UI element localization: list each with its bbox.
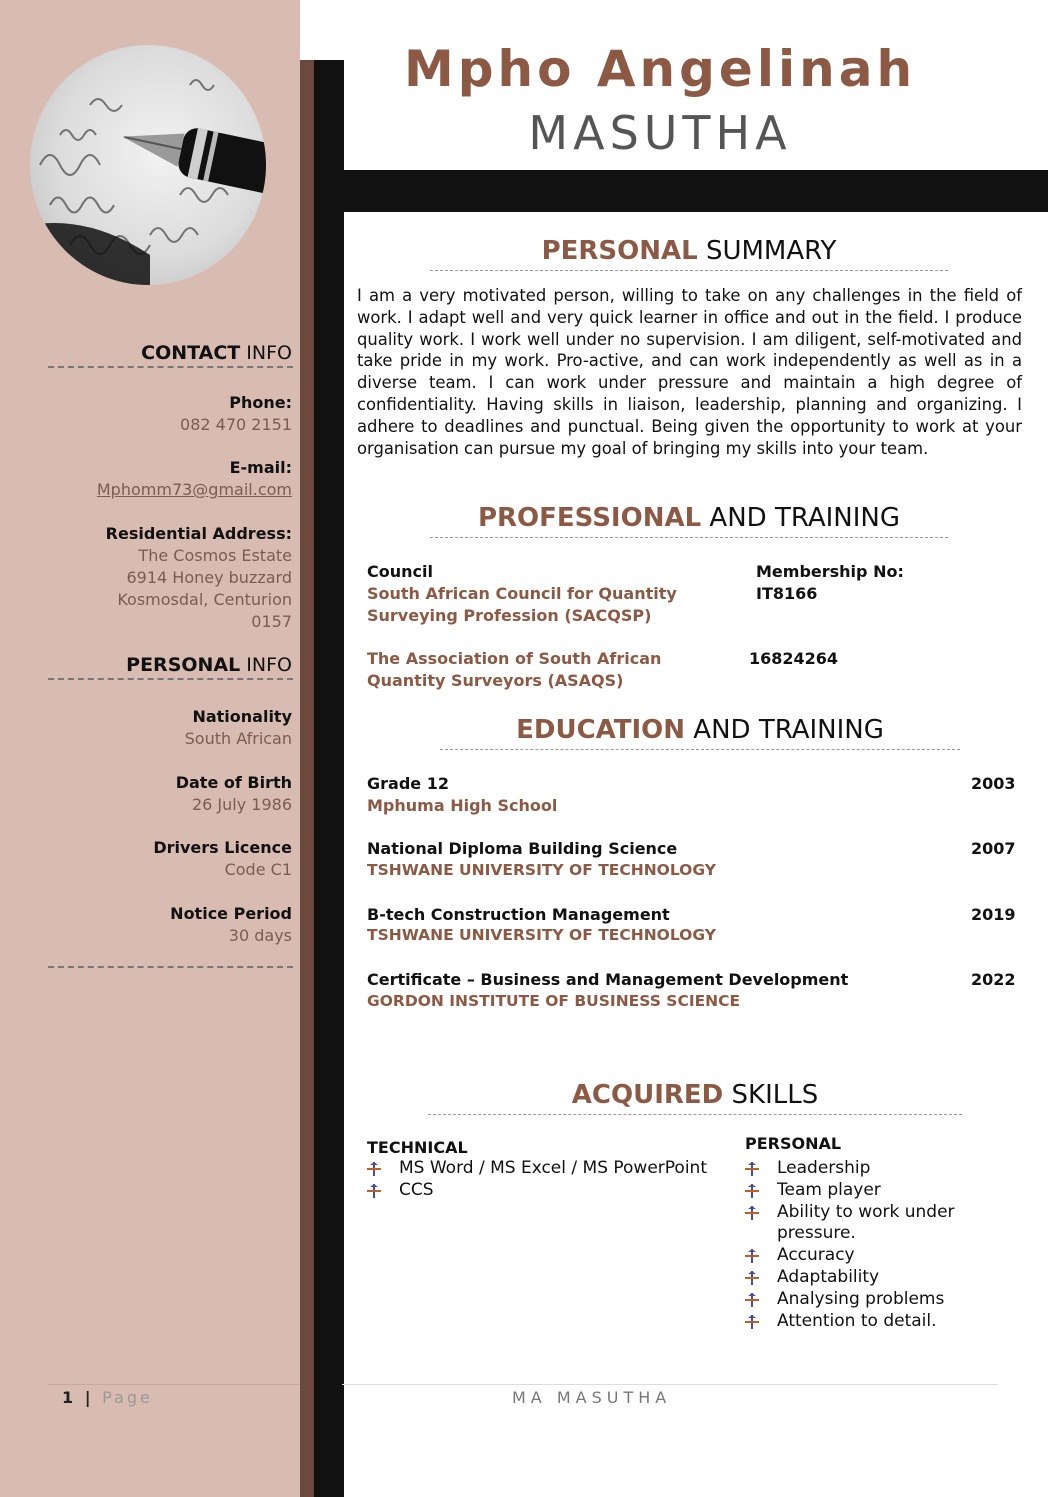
bullet-arrow-icon xyxy=(745,1161,759,1175)
qualification: Certificate – Business and Management Development xyxy=(367,970,849,989)
qualification: Grade 12 xyxy=(367,774,449,793)
bullet-arrow-icon xyxy=(745,1270,759,1284)
list-item: Ability to work under pressure. xyxy=(745,1202,985,1246)
divider xyxy=(48,678,293,680)
divider xyxy=(430,537,948,538)
year: 2007 xyxy=(971,839,1016,858)
divider xyxy=(428,1114,962,1115)
list-item: CCS xyxy=(367,1180,737,1202)
dob-value: 26 July 1986 xyxy=(191,795,292,814)
contact-info-heading: CONTACT INFO xyxy=(141,342,292,364)
divider xyxy=(440,749,960,750)
council-name: The Association of South African Quantity Surveyors (ASAQS) xyxy=(367,649,662,690)
notice-value: 30 days xyxy=(228,926,292,945)
council-label: Council xyxy=(367,562,433,581)
email-label: E-mail: xyxy=(229,458,292,477)
page-number: 1 | Page xyxy=(62,1388,153,1407)
year: 2022 xyxy=(971,970,1016,989)
membership-number: 16824264 xyxy=(749,649,839,668)
header-black-bar xyxy=(314,170,1048,212)
bullet-arrow-icon xyxy=(745,1183,759,1197)
personal-info-heading: PERSONAL INFO xyxy=(126,654,292,676)
institution: GORDON INSTITUTE OF BUSINESS SCIENCE xyxy=(367,992,741,1010)
list-item: Accuracy xyxy=(745,1245,985,1267)
vertical-black-band xyxy=(314,60,344,1497)
list-item: MS Word / MS Excel / MS PowerPoint xyxy=(367,1158,737,1180)
institution: Mphuma High School xyxy=(367,796,558,815)
summary-heading: PERSONAL SUMMARY xyxy=(541,236,837,266)
year: 2019 xyxy=(971,905,1016,924)
technical-skills-list xyxy=(367,1158,737,1202)
bullet-arrow-icon xyxy=(367,1183,381,1197)
list-item: Attention to detail. xyxy=(745,1311,985,1333)
footer-divider xyxy=(48,1384,300,1385)
profile-photo xyxy=(30,45,266,285)
professional-heading: PROFESSIONAL AND TRAINING xyxy=(477,503,901,533)
pen-handwriting-image xyxy=(30,45,266,285)
list-item: Team player xyxy=(745,1180,985,1202)
bullet-arrow-icon xyxy=(367,1161,381,1175)
divider xyxy=(48,966,293,968)
membership-label: Membership No: xyxy=(756,562,904,581)
qualification: National Diploma Building Science xyxy=(367,839,678,858)
notice-label: Notice Period xyxy=(170,904,292,923)
qualification: B-tech Construction Management xyxy=(367,905,670,924)
footer-divider xyxy=(342,1384,998,1385)
bullet-arrow-icon xyxy=(745,1205,759,1219)
technical-skills-label: TECHNICAL xyxy=(367,1138,468,1157)
nationality-label: Nationality xyxy=(192,707,292,726)
licence-label: Drivers Licence xyxy=(153,838,292,857)
year: 2003 xyxy=(971,774,1016,793)
address-line: Kosmosdal, Centurion xyxy=(117,590,292,609)
list-item: Leadership xyxy=(745,1158,985,1180)
institution: TSHWANE UNIVERSITY OF TECHNOLOGY xyxy=(367,861,716,879)
divider xyxy=(48,366,293,368)
address-label: Residential Address: xyxy=(105,524,292,543)
nationality-value: South African xyxy=(184,729,292,748)
address-line: 6914 Honey buzzard xyxy=(126,568,292,587)
skills-heading: ACQUIRED SKILLS xyxy=(571,1080,819,1110)
footer-name: MA MASUTHA xyxy=(512,1388,672,1407)
education-heading: EDUCATION AND TRAINING xyxy=(516,715,884,745)
membership-number: IT8166 xyxy=(756,584,818,603)
phone-value: 082 470 2151 xyxy=(180,415,292,434)
bullet-arrow-icon xyxy=(745,1292,759,1306)
bullet-arrow-icon xyxy=(745,1314,759,1328)
institution: TSHWANE UNIVERSITY OF TECHNOLOGY xyxy=(367,926,716,944)
email-value[interactable] xyxy=(97,479,292,501)
council-name: South African Council for Quantity Surveying Profession (SACQSP) xyxy=(367,584,677,625)
personal-skills-list xyxy=(745,1158,985,1332)
list-item: Adaptability xyxy=(745,1267,985,1289)
address-line: The Cosmos Estate xyxy=(138,546,292,565)
phone-label: Phone: xyxy=(229,393,292,412)
licence-value: Code C1 xyxy=(224,860,292,879)
list-item: Analysing problems xyxy=(745,1289,985,1311)
email-link[interactable]: Mphomm73@gmail.com xyxy=(96,480,292,499)
bullet-arrow-icon xyxy=(745,1248,759,1262)
dob-label: Date of Birth xyxy=(175,773,292,792)
first-names: Mpho Angelinah xyxy=(403,40,917,98)
personal-skills-label: PERSONAL xyxy=(745,1134,842,1153)
divider xyxy=(430,270,948,271)
address-line: 0157 xyxy=(251,612,292,631)
summary-text: I am a very motivated person, willing to take on any challenges in the field of work. I adapt well and very quick learner in office and out in the field. I produce quality work. I work well under no supervision. I am diligent, self-motivated and take pride in my work. Pro-active, and can work independently as well as in a diverse team. I can work under pressure and maintain a high degree of confidentiality. Having skills in liaison, leadership, planning and organizing. I adhere to deadlines and punctual. Being given the opportunity to work at your organisation can pursue my goal of bringing my skills into your team. xyxy=(357,286,1022,458)
surname: MASUTHA xyxy=(528,106,792,160)
